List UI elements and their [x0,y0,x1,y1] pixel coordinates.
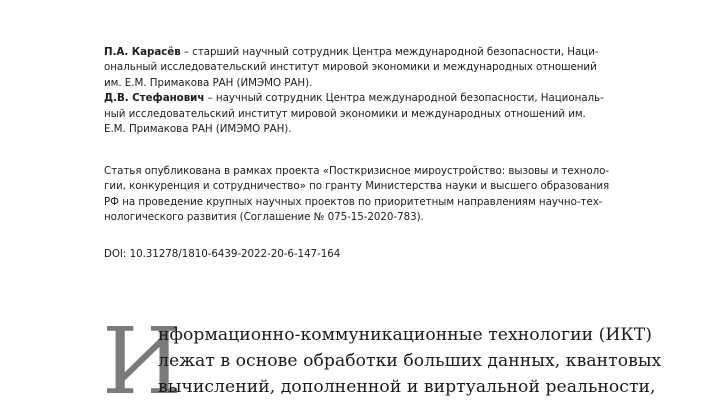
author-affiliation: – старший научный сотрудник Центра международной безопасности, Наци- [180,46,599,58]
funding-line: гии, конкуренция и сотрудничество» по гранту Министерства науки и высшего образования [104,180,610,193]
author-affiliation: – научный сотрудник Центра международной безопасности, Националь- [204,92,604,105]
funding-line: РФ на проведение крупных научных проектов по приоритетным направлениям научно-тех- [104,195,603,208]
author-line [104,45,624,60]
body-text-line: нформационно-коммуникационные технологии (ИКТ) [158,325,653,345]
author-line: Е.М. Примакова РАН (ИМЭМО РАН). [104,123,292,136]
author-line [104,91,624,106]
funding-line: Статья опубликована в рамках проекта «Посткризисное мироустройство: вызовы и техноло- [104,165,610,177]
author-line: ональный исследовательский институт мировой экономики и международных отношений [104,61,597,74]
body-text-line: лежат в основе обработки больших данных, квантовых [158,351,662,371]
doi-line [104,247,624,262]
drop-cap-letter: И [102,308,183,400]
funding-line: нологического развития (Соглашение № 075-15-2020-783). [104,211,424,224]
author-line: ный исследовательский институт мировой экономики и международных отношений им. [104,107,586,120]
author-notes [104,45,624,137]
author-name: П.А. Карасёв [104,46,181,58]
author-line: им. Е.М. Примакова РАН (ИМЭМО РАН). [104,76,313,89]
doi-text: DOI: 10.31278/1810-6439-2022-20-6-147-164 [104,248,341,260]
body-text-line: вычислений, дополненной и виртуальной реальности, [158,377,656,397]
funding-note [104,164,624,226]
author-name: Д.В. Стефанович [104,92,205,105]
